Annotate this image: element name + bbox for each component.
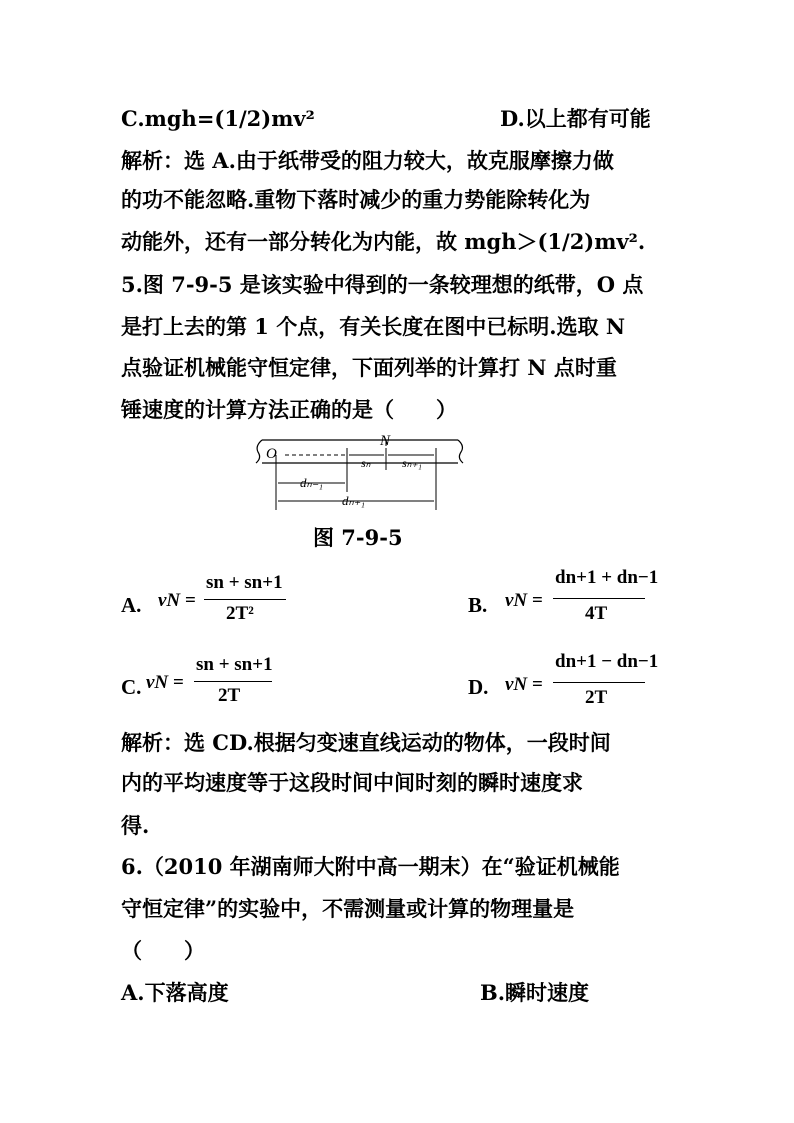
- analysis-5-line-3: 得.: [121, 813, 150, 838]
- question-5-line-1: 5.图 7-9-5 是该实验中得到的一条较理想的纸带，O 点: [121, 272, 644, 297]
- analysis-line-3: 动能外，还有一部分转化为内能，故 mgh＞(1/2)mv².: [121, 229, 646, 254]
- label-o: O: [266, 446, 277, 462]
- option-a-label: A.: [121, 593, 142, 617]
- label-sn: sₙ: [361, 456, 371, 470]
- label-sn1: sₙ₊₁: [402, 456, 422, 470]
- analysis-5-line-2: 内的平均速度等于这段时间中间时刻的瞬时速度求: [121, 770, 583, 795]
- question-6-line-2: 守恒定律”的实验中，不需测量或计算的物理量是: [121, 896, 575, 921]
- question-5-line-2: 是打上去的第 1 个点，有关长度在图中已标明.选取 N: [121, 314, 626, 339]
- question-6-option-b: B.瞬时速度: [480, 980, 590, 1005]
- label-dn-1: dₙ₋₁: [300, 475, 324, 490]
- question-5-line-3: 点验证机械能守恒定律，下面列举的计算打 N 点时重: [121, 355, 617, 380]
- analysis-line-2: 的功不能忽略.重物下落时减少的重力势能除转化为: [121, 187, 591, 212]
- option-c-prev: C.mgh=(1/2)mv²: [121, 106, 315, 131]
- analysis-5-line-1: 解析：选 CD.根据匀变速直线运动的物体，一段时间: [121, 730, 611, 755]
- option-c-label: C.: [121, 675, 142, 699]
- question-6-option-a: A.下落高度: [121, 980, 229, 1005]
- option-b-label: B.: [468, 593, 488, 617]
- option-d-prev: D.以上都有可能: [500, 106, 651, 131]
- question-5-line-4: 锤速度的计算方法正确的是（ ）: [121, 397, 457, 422]
- question-6-line-3: （ ）: [121, 938, 205, 963]
- figure-caption: 图 7-9-5: [313, 525, 403, 550]
- analysis-line-1: 解析：选 A.由于纸带受的阻力较大，故克服摩擦力做: [121, 148, 614, 173]
- question-6-line-1: 6.（2010 年湖南师大附中高一期末）在“验证机械能: [121, 854, 620, 879]
- label-n: N: [380, 433, 391, 449]
- tape-figure: [0, 0, 794, 520]
- option-d-label: D.: [468, 675, 489, 699]
- label-dn1: dₙ₊₁: [342, 493, 366, 508]
